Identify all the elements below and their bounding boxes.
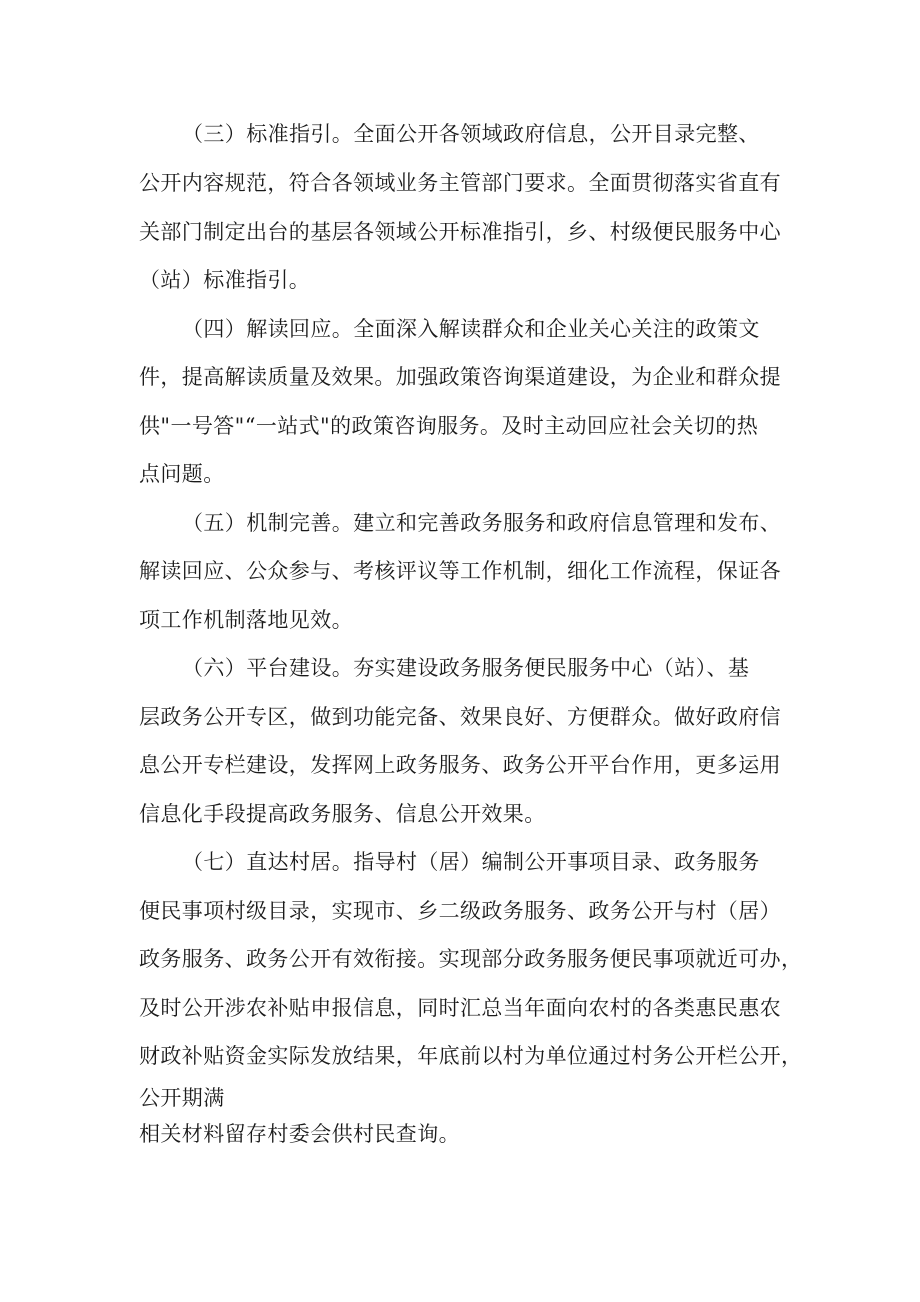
text-line: 件，提高解读质量及效果。加强政策咨询渠道建设，为企业和群众提 — [139, 365, 781, 389]
text-line: （三）标准指引。全面公开各领域政府信息，公开目录完整、 — [182, 122, 760, 146]
text-line: 财政补贴资金实际发放结果，年底前以村为单位通过村务公开栏公开， — [139, 1044, 803, 1068]
text-line: 项工作机制落地见效。 — [139, 608, 353, 632]
text-line: （四）解读回应。全面深入解读群众和企业关心关注的政策文 — [182, 317, 760, 341]
text-line: （五）机制完善。建立和完善政务服务和政府信息管理和发布、 — [182, 511, 782, 535]
text-line: 息公开专栏建设，发挥网上政务服务、政务公开平台作用，更多运用 — [139, 753, 781, 777]
text-line: 便民事项村级目录，实现市、乡二级政务服务、政务公开与村（居） — [139, 899, 781, 923]
text-line: 点问题。 — [139, 462, 225, 486]
text-line: （站）标准指引。 — [139, 268, 311, 292]
text-line: （七）直达村居。指导村（居）编制公开事项目录、政务服务 — [182, 850, 760, 874]
text-line: 层政务公开专区，做到功能完备、效果良好、方便群众。做好政府信 — [139, 705, 781, 729]
text-line: 解读回应、公众参与、考核评议等工作机制，细化工作流程，保证各 — [139, 559, 781, 583]
text-line: 政务服务、政务公开有效衔接。实现部分政务服务便民事项就近可办， — [139, 947, 803, 971]
text-line: 信息化手段提高政务服务、信息公开效果。 — [139, 802, 546, 826]
text-line: 公开期满 — [139, 1086, 225, 1110]
text-line: 公开内容规范，符合各领域业务主管部门要求。全面贯彻落实省直有 — [139, 171, 781, 195]
text-line: 关部门制定出台的基层各领域公开标准指引，乡、村级便民服务中心 — [139, 220, 781, 244]
text-line: 及时公开涉农补贴申报信息，同时汇总当年面向农村的各类惠民惠农 — [139, 996, 781, 1020]
text-line: （六）平台建设。夯实建设政务服务便民服务中心（站）、基 — [182, 656, 750, 680]
text-line: 相关材料留存村委会供村民查询。 — [139, 1122, 460, 1146]
text-line: 供"一号答"“一站式"的政策咨询服务。及时主动回应社会关切的热 — [139, 414, 759, 438]
